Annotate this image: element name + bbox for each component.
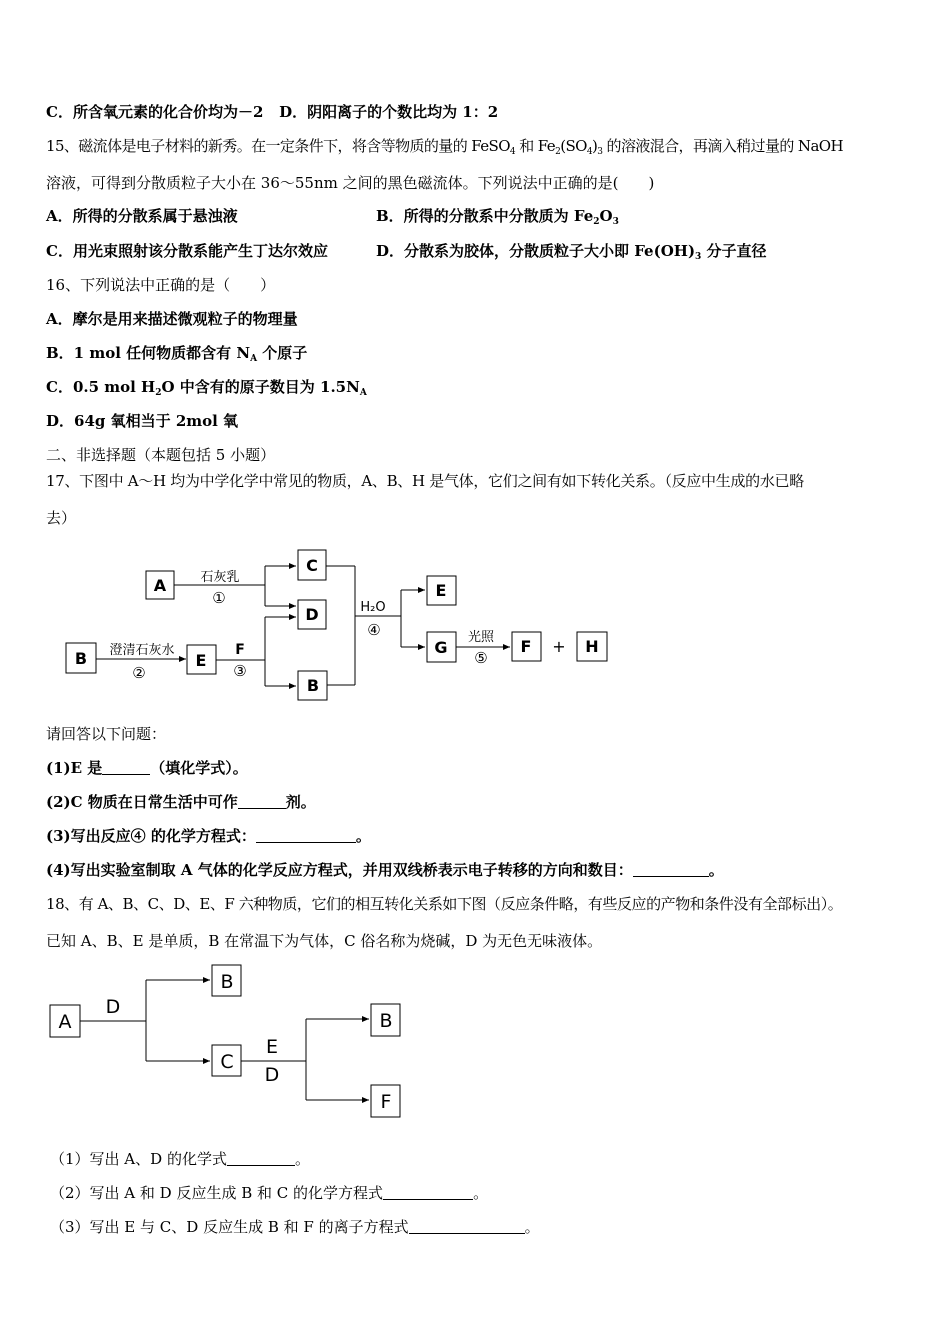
node-box-d <box>298 600 326 629</box>
node-box-e1 <box>187 645 216 674</box>
arrow-head <box>289 683 296 689</box>
q16-option-c-text: O 中含有的原子数目为 1.5N <box>161 378 360 396</box>
q15-sub: 2 <box>593 217 600 227</box>
arrow-head <box>362 1097 369 1103</box>
arrow-head <box>289 603 296 609</box>
node-box-c <box>212 1045 241 1076</box>
node-f: F <box>380 1091 392 1113</box>
q17-subquestion-2 <box>46 792 316 812</box>
node-g: G <box>434 638 448 657</box>
q15-option-c: C．用光束照射该分散系能产生丁达尔效应 <box>46 242 328 260</box>
reaction-5-number: ⑤ <box>474 649 488 667</box>
node-a: A <box>58 1011 72 1033</box>
q15-sub: 3 <box>612 217 619 227</box>
answer-blank[interactable] <box>238 794 286 809</box>
arrow-head <box>503 644 510 650</box>
q18-subquestion-text: 。 <box>524 1218 540 1236</box>
q16-stem: 16、下列说法中正确的是（ ） <box>46 276 276 294</box>
q15-stem-part: 和 Fe <box>515 137 556 155</box>
q18-subquestion-3 <box>50 1217 540 1237</box>
arrow-head <box>203 1058 210 1064</box>
q15-sub: 4 <box>509 147 516 157</box>
q18-diagram <box>50 965 400 1117</box>
q17-subquestion-1 <box>46 758 248 778</box>
node-box-f <box>512 632 541 661</box>
q17-subquestion-text: (3)写出反应④ 的化学方程式： <box>46 827 256 845</box>
reaction-4-number: ④ <box>367 621 381 639</box>
q17-subquestion-4 <box>46 860 724 880</box>
q15-option-a: A．所得的分散系属于悬浊液 <box>46 207 238 225</box>
q15-options-cd <box>46 241 906 261</box>
q15-option-b-text: O <box>599 207 613 225</box>
q16-sub: A <box>359 388 367 398</box>
answer-blank[interactable] <box>633 862 709 877</box>
q17-subquestion-3 <box>46 826 371 846</box>
reaction-label-d: D <box>105 996 121 1018</box>
q15-sub: 3 <box>597 147 603 157</box>
arrow-head <box>418 644 425 650</box>
node-box-c <box>298 550 326 580</box>
arrow-head <box>289 614 296 620</box>
q18-subquestion-text: （3）写出 E 与 C、D 反应生成 B 和 F 的离子方程式 <box>50 1218 409 1236</box>
node-box-g <box>427 632 456 662</box>
node-b: B <box>379 1010 393 1032</box>
q17-diagram-labels <box>75 556 599 695</box>
reaction-1-label: 石灰乳 <box>200 570 240 585</box>
q15-sub: 4 <box>586 147 592 157</box>
node-e: E <box>195 651 207 670</box>
q17-subquestion-text: (2)C 物质在日常生活中可作 <box>46 793 238 811</box>
q18-subquestion-text: （1）写出 A、D 的化学式 <box>50 1150 227 1168</box>
reaction-1-number: ① <box>212 589 226 607</box>
plus-sign: + <box>552 637 566 656</box>
q17-subquestion-text: (4)写出实验室制取 A 气体的化学反应方程式，并用双线桥表示电子转移的方向和数目： <box>46 861 633 879</box>
q16-option-c-text: C．0.5 mol H <box>46 378 156 396</box>
reaction-3-label: F <box>235 642 245 658</box>
q15-stem-part: ) <box>591 137 598 155</box>
reaction-label-d: D <box>264 1064 280 1086</box>
q15-stem-line1 <box>46 136 843 162</box>
reaction-2-number: ② <box>132 664 146 682</box>
answer-blank[interactable] <box>383 1185 473 1200</box>
node-box-e2 <box>427 576 456 605</box>
q17-prompt: 请回答以下问题： <box>46 725 167 743</box>
q16-option-b-text: B．1 mol 任何物质都含有 N <box>46 344 251 362</box>
q15-option-b-text: B．所得的分散系中分散质为 Fe <box>376 207 594 225</box>
node-e: E <box>435 581 447 600</box>
q15-option-d-text: 分子直径 <box>701 242 767 260</box>
answer-blank[interactable] <box>256 828 356 843</box>
node-box-f <box>371 1085 400 1117</box>
q18-subquestion-text: 。 <box>473 1184 489 1202</box>
arrow-head <box>418 587 425 593</box>
q15-option-d-text: D．分散系为胶体，分散质粒子大小即 Fe(OH) <box>376 242 696 260</box>
node-b: B <box>306 676 320 695</box>
q18-stem-line1: 18、有 A、B、C、D、E、F 六种物质，它们的相互转化关系如下图（反应条件略，有些反应的产物和条件没有全部标出）。 <box>46 895 843 913</box>
q17-stem-line1: 17、下图中 A～H 均为中学化学中常见的物质，A、B、H 是气体，它们之间有如下转化关系。（反应中生成的水已略 <box>46 472 804 490</box>
node-c: C <box>220 1051 234 1073</box>
q16-sub: A <box>250 354 258 364</box>
q16-option-d: D．64g 氧相当于 2mol 氧 <box>46 412 239 430</box>
q16-option-b <box>46 343 307 369</box>
reaction-4-label: H₂O <box>360 600 386 615</box>
q18-subquestion-2 <box>50 1183 488 1203</box>
answer-blank[interactable] <box>227 1151 295 1166</box>
q15-sub: 2 <box>555 147 561 157</box>
node-box-a <box>146 571 174 599</box>
node-box-h <box>577 632 607 661</box>
node-b: B <box>220 971 234 993</box>
arrow-head <box>179 656 186 662</box>
node-c: C <box>306 556 318 575</box>
q16-option-c <box>46 377 367 403</box>
node-d: D <box>305 605 319 624</box>
q15-stem-part: 的溶液混合，再滴入稍过量的 NaOH <box>602 137 843 155</box>
q17-stem-line2: 去） <box>46 509 77 527</box>
q15-stem-part: 15、磁流体是电子材料的新秀。在一定条件下，将含等物质的量的 FeSO <box>46 137 510 155</box>
arrow-head <box>289 563 296 569</box>
q14-option-d: D．阴阳离子的个数比均为 1：2 <box>279 103 499 121</box>
q17-subquestion-text: 。 <box>355 827 371 845</box>
q18-subquestion-1 <box>50 1149 310 1169</box>
node-box-b1 <box>66 643 96 673</box>
q16-option-b-text: 个原子 <box>257 344 308 362</box>
node-box-b <box>212 965 241 996</box>
arrow-head <box>362 1016 369 1022</box>
q17-subquestion-text: 剂。 <box>285 793 316 811</box>
node-box-b <box>371 1004 400 1036</box>
reaction-5-label: 光照 <box>467 630 495 645</box>
node-h: H <box>585 637 599 656</box>
q17-diagram <box>66 550 607 700</box>
section-heading: 二、非选择题（本题包括 5 小题） <box>46 446 276 464</box>
q15-sub: 3 <box>695 252 702 262</box>
node-box-b2 <box>298 671 327 700</box>
q18-subquestion-text: （2）写出 A 和 D 反应生成 B 和 C 的化学方程式 <box>50 1184 384 1202</box>
q17-reaction-labels <box>109 570 495 682</box>
q15-stem-line2: 溶液，可得到分散质粒子大小在 36～55nm 之间的黑色磁流体。下列说法中正确的是( ) <box>46 174 655 192</box>
q14-option-c: C．所含氧元素的化合价均为－2 <box>46 103 264 121</box>
node-b: B <box>74 649 88 668</box>
reaction-label-e: E <box>265 1036 279 1058</box>
node-f: F <box>520 637 532 656</box>
q18-subquestion-text: 。 <box>294 1150 310 1168</box>
q17-subquestion-text: 。 <box>708 861 724 879</box>
answer-blank[interactable] <box>409 1219 525 1234</box>
q16-option-a: A．摩尔是用来描述微观粒子的物理量 <box>46 310 298 328</box>
q15-options-ab <box>46 206 906 226</box>
answer-blank[interactable] <box>102 760 150 775</box>
node-box-a <box>50 1005 80 1037</box>
q14-options-cd <box>46 102 498 122</box>
q15-stem-part: (SO <box>560 137 587 155</box>
q18-diagram-labels <box>59 971 393 1113</box>
arrow-head <box>203 977 210 983</box>
q17-subquestion-text: （填化学式）。 <box>150 759 248 777</box>
q16-sub: 2 <box>155 388 162 398</box>
q15-option-d <box>376 241 767 267</box>
reaction-3-number: ③ <box>233 662 247 680</box>
q15-option-b <box>376 206 619 232</box>
node-a: A <box>153 576 167 595</box>
q17-subquestion-text: (1)E 是 <box>46 759 103 777</box>
reaction-2-label: 澄清石灰水 <box>109 643 175 658</box>
q18-stem-line2: 已知 A、B、E 是单质，B 在常温下为气体，C 俗名称为烧碱，D 为无色无味液体。 <box>46 932 603 950</box>
